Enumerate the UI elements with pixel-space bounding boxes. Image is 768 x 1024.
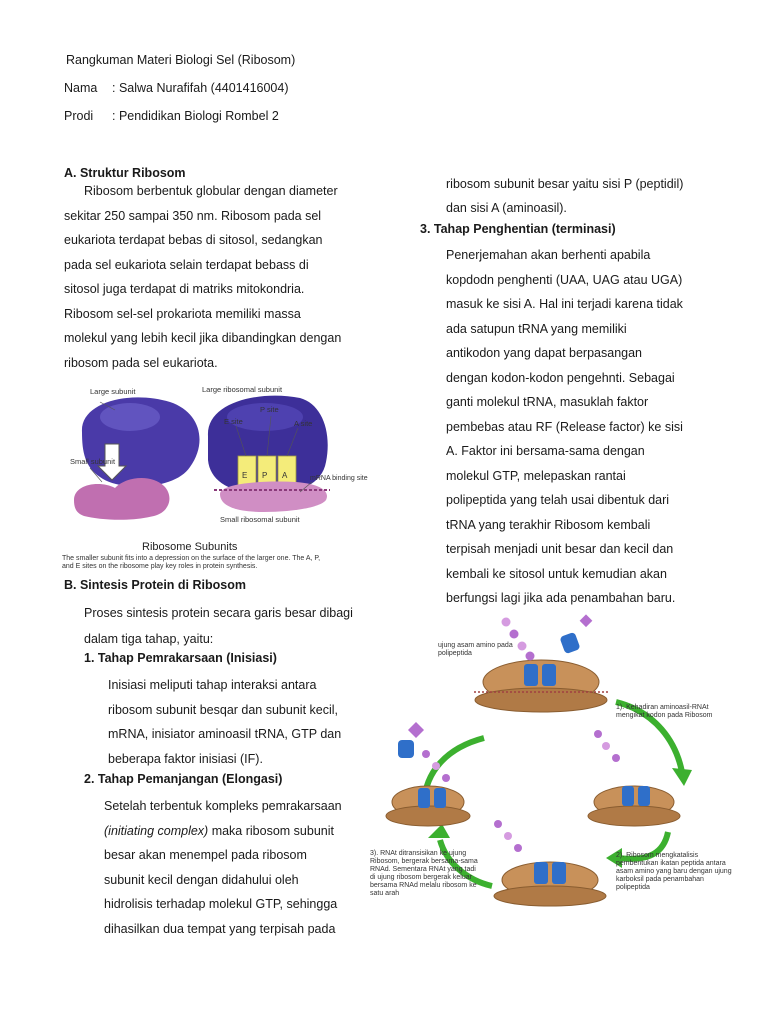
name-label: Nama [64,81,98,95]
e-site-label: E site [224,417,243,426]
ribosome-subunits-illustration [60,372,368,580]
step3-line: ganti molekul tRNA, masuklah faktor [446,395,649,409]
step3-line: A. Faktor ini bersama-sama dengan [446,444,645,458]
right-cont-line: dan sisi A (aminoasil). [446,201,567,215]
step2-line-rest: maka ribosom subunit [208,823,334,838]
step1-line: ribosom subunit besqar dan subunit kecil, [108,702,338,717]
label-step-3: 3). RNAt ditransisikan ke ujung Ribosom, bergerak bersama-sama RNAd. Sementara RNAt yang tadi di ujung ribosom bergerak keluar bersama RNAd melalu ribosom ke satu arah [370,850,478,897]
step3-line: pembebas atau RF (Release factor) ke sisi [446,419,683,434]
small-ribosomal-subunit-label: Small ribosomal subunit [220,515,300,524]
label-step-1: 1). Kehadiran aminoasil-RNAt mengikat kodon pada Ribosom [616,704,713,719]
step3-paragraph [446,243,696,611]
step3-line: antikodon yang dapat berpasangan [446,346,642,360]
large-subunit-label: Large subunit [90,387,136,396]
ribosome-right [588,730,680,826]
step2-heading: 2. Tahap Pemanjangan (Elongasi) [84,772,283,786]
section-a-heading: A. Struktur Ribosom [64,166,186,180]
step1-heading: 1. Tahap Pemrakarsaan (Inisiasi) [84,651,277,665]
section-b-intro [84,600,353,652]
step2-line: besar akan menempel pada ribosom [104,848,307,862]
document-title: Rangkuman Materi Biologi Sel (Ribosom) [66,53,296,67]
step3-line: masuk ke sisi A. Hal ini terjadi karena tidak [446,297,683,311]
step3-line: tRNA yang terakhir Ribosom kembali [446,517,651,532]
step2-line: dihasilkan dua tempat yang terpisah pada [104,921,336,936]
section-a-line: eukariota terdapat bebas di sitosol, sedangkan [64,233,323,247]
step2-line: Setelah terbentuk kompleks pemrakarsaan [104,799,342,813]
right-continuation [446,172,696,220]
label-top: ujung asam amino pada polipeptida [438,642,513,657]
step1-line: mRNA, inisiator aminoasil tRNA, GTP dan [108,727,342,741]
name-row [64,81,289,95]
step2-line: subunit kecil dengan didahului oleh [104,872,299,887]
step1-line: beberapa faktor inisiasi (IF). [108,751,263,766]
step3-line: kembali ke sitosol untuk kemudian akan [446,566,667,581]
step2-line-with-italic [104,819,356,844]
p-letter: P [262,471,268,480]
section-a-line: sekitar 250 sampai 350 nm. Ribosom pada sel [64,208,322,223]
step2-paragraph [104,794,356,941]
name-value: : Salwa Nurafifah (4401416004) [112,81,289,95]
ribosome-bottom [494,820,606,906]
step3-line: ada satupun tRNA yang memiliki [446,321,627,336]
ribosome-subunits-figure [60,372,368,580]
step3-line: polipeptida yang telah usai dibentuk dari [446,493,670,507]
section-a-line: Ribosom berbentuk globular dengan diameter [84,184,338,198]
label-step-2: 2). Ribosom mengkatalisis pembentukan ikatan peptida antara asam amino yang baru dengan ujung karboksil pada penambahan polipeptida [616,852,732,891]
step3-line: kopdodn penghenti (UAA, UAG atau UGA) [446,272,683,287]
p-site-label: P site [260,405,279,414]
small-ribosomal-subunit-shape [220,482,327,513]
large-ribosomal-subunit-label: Large ribosomal subunit [202,385,283,394]
prodi-row [64,109,279,123]
ribosome-left [386,722,470,826]
section-a-line: sitosol juga terdapat di matriks mitokondria. [64,282,305,296]
section-b-heading: B. Sintesis Protein di Ribosom [64,578,246,592]
small-subunit-label: Small subunit [70,457,116,466]
section-b-intro-line: Proses sintesis protein secara garis besar dibagi [84,606,353,620]
arrow-head-icon [672,768,692,786]
prodi-label: Prodi [64,109,94,123]
small-subunit-shape [74,478,169,520]
section-b-intro-line: dalam tiga tahap, yaitu: [84,632,214,646]
a-site-label: A site [294,419,313,428]
large-subunit-highlight [100,403,160,431]
step3-line: Penerjemahan akan berhenti apabila [446,248,651,262]
section-a-line: pada sel eukariota selain terdapat bebass di [64,257,309,272]
step3-line: berfungsi lagi jika ada penambahan baru. [446,591,676,605]
right-cont-line: ribosom subunit besar yaitu sisi P (peptidil) [446,177,684,191]
step1-line: Inisiasi meliputi tahap interaksi antara [108,678,317,692]
mrna-site-label: mRNA binding site [310,475,368,482]
section-a-line: Ribosom sel-sel prokariota memiliki massa [64,306,301,321]
section-a-line: molekul yang lebih kecil jika dibandingkan dengan [64,331,342,345]
step3-heading: 3. Tahap Penghentian (terminasi) [420,222,616,236]
figure-title: Ribosome Subunits [142,541,238,553]
step3-line: molekul GTP, melepaskan rantai [446,468,626,483]
step1-paragraph [108,673,356,771]
e-letter: E [242,471,248,480]
step2-italic-term: (initiating complex) [104,823,209,838]
step3-line: dengan kodon-kodon pengehnti. Sebagai [446,370,675,385]
translation-cycle-figure [366,612,768,942]
step2-line: hidrolisis terhadap molekul GTP, sehingga [104,897,338,911]
prodi-value: : Pendidikan Biologi Rombel 2 [112,109,279,123]
section-a-line: ribosom pada sel eukariota. [64,355,218,370]
caption-line: The smaller subunit fits into a depression on the surface of the larger one. The A, P, [62,555,321,562]
caption-line: and E sites on the ribosome play key roles in protein synthesis. [62,563,258,570]
figure-caption [62,555,358,571]
a-letter: A [282,471,288,480]
section-a-paragraph [64,179,356,375]
step3-line: terpisah menjadi unit besar dan kecil dan [446,542,674,556]
